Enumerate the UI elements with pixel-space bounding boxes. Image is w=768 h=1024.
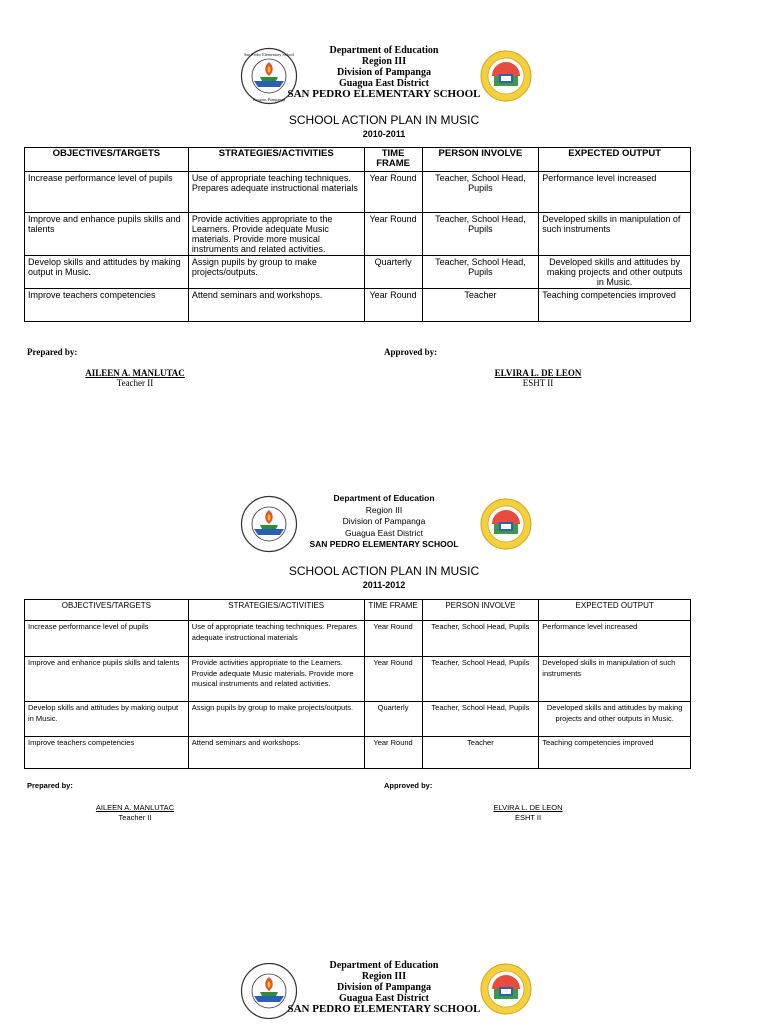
district-line: Guagua East District [345, 527, 423, 538]
approved-by-label: Approved by: [384, 347, 438, 357]
header-time-frame: TIME FRAME [364, 600, 422, 621]
letterhead-1 [0, 45, 768, 107]
cell-person: Teacher, School Head, Pupils [422, 213, 539, 256]
division-line: Division of Pampanga [337, 982, 431, 993]
cell-strategy: Assign pupils by group to make projects/outputs. [188, 256, 364, 289]
cell-output: Developed skills and attitudes by making projects and other outputs in Music. [539, 256, 691, 289]
cell-objective: Increase performance level of pupils [25, 621, 189, 657]
deped-seal-icon [480, 963, 532, 1015]
table-row [25, 737, 691, 769]
table-row [25, 172, 691, 213]
cell-output: Developed skills in manipulation of such instruments [539, 657, 691, 702]
header-expected-output: EXPECTED OUTPUT [539, 148, 691, 172]
cell-strategy: Assign pupils by group to make projects/outputs. [188, 702, 364, 737]
table-row [25, 256, 691, 289]
table-row [25, 657, 691, 702]
header-objectives: OBJECTIVES/TARGETS [25, 600, 189, 621]
approver-signature [463, 368, 613, 388]
letterhead-2 [0, 493, 768, 555]
header-time-frame: TIME FRAME [364, 148, 422, 172]
cell-output: Performance level increased [539, 621, 691, 657]
division-line: Division of Pampanga [337, 67, 431, 78]
svg-text:Guagua, Pampanga: Guagua, Pampanga [252, 97, 286, 102]
school-name: SAN PEDRO ELEMENTARY SCHOOL [309, 539, 459, 549]
region-line: Region III [361, 971, 407, 982]
preparer-title: Teacher II [116, 378, 154, 388]
action-plan-table-2 [24, 599, 691, 769]
approver-signature [453, 803, 603, 823]
preparer-signature [60, 368, 210, 388]
plan-title: SCHOOL ACTION PLAN IN MUSIC [288, 113, 480, 127]
approver-title: ESHT II [522, 378, 554, 388]
cell-objective: Increase performance level of pupils [25, 172, 189, 213]
header-objectives: OBJECTIVES/TARGETS [25, 148, 189, 172]
letterhead-3 [0, 960, 768, 1022]
cell-strategy: Use of appropriate teaching techniques. Prepares adequate instructional materials [188, 172, 364, 213]
cell-strategy: Provide activities appropriate to the Learners. Provide adequate Music materials. Provide more musical instruments and related activities. [188, 657, 364, 702]
cell-output: Developed skills in manipulation of such instruments [539, 213, 691, 256]
cell-time-frame: Year Round [364, 289, 422, 322]
preparer-signature [60, 803, 210, 823]
dept-line: Department of Education [329, 45, 439, 56]
preparer-name: AILEEN A. MANLUTAC [95, 803, 175, 812]
table-row [25, 621, 691, 657]
cell-objective: Develop skills and attitudes by making output in Music. [25, 702, 189, 737]
cell-output: Teaching competencies improved [539, 289, 691, 322]
dept-line: Department of Education [329, 960, 439, 971]
cell-strategy: Provide activities appropriate to the Learners. Provide adequate Music materials. Provide more musical instruments and related activities. [188, 213, 364, 256]
approved-by-label: Approved by: [384, 781, 433, 790]
cell-objective: Improve teachers competencies [25, 737, 189, 769]
district-line: Guagua East District [339, 993, 429, 1004]
cell-output: Developed skills and attitudes by making projects and other outputs in Music. [539, 702, 691, 737]
cell-person: Teacher, School Head, Pupils [422, 256, 539, 289]
table-row [25, 213, 691, 256]
preparer-title: Teacher II [118, 813, 152, 822]
cell-person: Teacher [422, 289, 539, 322]
cell-objective: Improve and enhance pupils skills and talents [25, 657, 189, 702]
cell-time-frame: Year Round [364, 737, 422, 769]
header-person-involve: PERSON INVOLVE [422, 148, 539, 172]
plan-year: 2010-2011 [362, 129, 406, 139]
school-name: SAN PEDRO ELEMENTARY SCHOOL [287, 1003, 481, 1015]
cell-person: Teacher [422, 737, 539, 769]
region-line: Region III [365, 504, 403, 515]
cell-strategy: Use of appropriate teaching techniques. Prepares adequate instructional materials [188, 621, 364, 657]
region-line: Region III [361, 56, 407, 67]
prepared-by-label: Prepared by: [27, 781, 73, 790]
table-row [25, 702, 691, 737]
approver-name: ELVIRA L. DE LEON [494, 368, 582, 378]
table-row [25, 289, 691, 322]
district-line: Guagua East District [339, 78, 429, 89]
approver-title: ESHT II [514, 813, 542, 822]
svg-text:San Pedro Elementary School: San Pedro Elementary School [243, 52, 295, 57]
header-strategies: STRATEGIES/ACTIVITIES [188, 600, 364, 621]
header-expected-output: EXPECTED OUTPUT [539, 600, 691, 621]
approver-name: ELVIRA L. DE LEON [493, 803, 563, 812]
action-plan-table-1 [24, 147, 691, 322]
cell-person: Teacher, School Head, Pupils [422, 657, 539, 702]
cell-person: Teacher, School Head, Pupils [422, 702, 539, 737]
dept-line: Department of Education [333, 493, 435, 503]
prepared-by-label: Prepared by: [27, 347, 78, 357]
cell-time-frame: Quarterly [364, 702, 422, 737]
preparer-name: AILEEN A. MANLUTAC [85, 368, 185, 378]
division-line: Division of Pampanga [342, 516, 426, 526]
cell-output: Teaching competencies improved [539, 737, 691, 769]
cell-time-frame: Quarterly [364, 256, 422, 289]
deped-seal-icon [480, 50, 532, 102]
plan-title-block-2 [0, 564, 768, 590]
school-name: SAN PEDRO ELEMENTARY SCHOOL [287, 88, 481, 100]
deped-seal-icon [480, 498, 532, 550]
cell-time-frame: Year Round [364, 621, 422, 657]
cell-person: Teacher, School Head, Pupils [422, 172, 539, 213]
cell-time-frame: Year Round [364, 213, 422, 256]
cell-person: Teacher, School Head, Pupils [422, 621, 539, 657]
header-person-involve: PERSON INVOLVE [422, 600, 539, 621]
cell-objective: Improve teachers competencies [25, 289, 189, 322]
cell-objective: Improve and enhance pupils skills and talents [25, 213, 189, 256]
cell-objective: Develop skills and attitudes by making output in Music. [25, 256, 189, 289]
cell-output: Performance level increased [539, 172, 691, 213]
cell-time-frame: Year Round [364, 172, 422, 213]
plan-year: 2011-2012 [362, 580, 406, 590]
plan-title-block-1 [0, 113, 768, 139]
cell-strategy: Attend seminars and workshops. [188, 737, 364, 769]
cell-time-frame: Year Round [364, 657, 422, 702]
cell-strategy: Attend seminars and workshops. [188, 289, 364, 322]
plan-title: SCHOOL ACTION PLAN IN MUSIC [288, 564, 480, 578]
header-strategies: STRATEGIES/ACTIVITIES [188, 148, 364, 172]
